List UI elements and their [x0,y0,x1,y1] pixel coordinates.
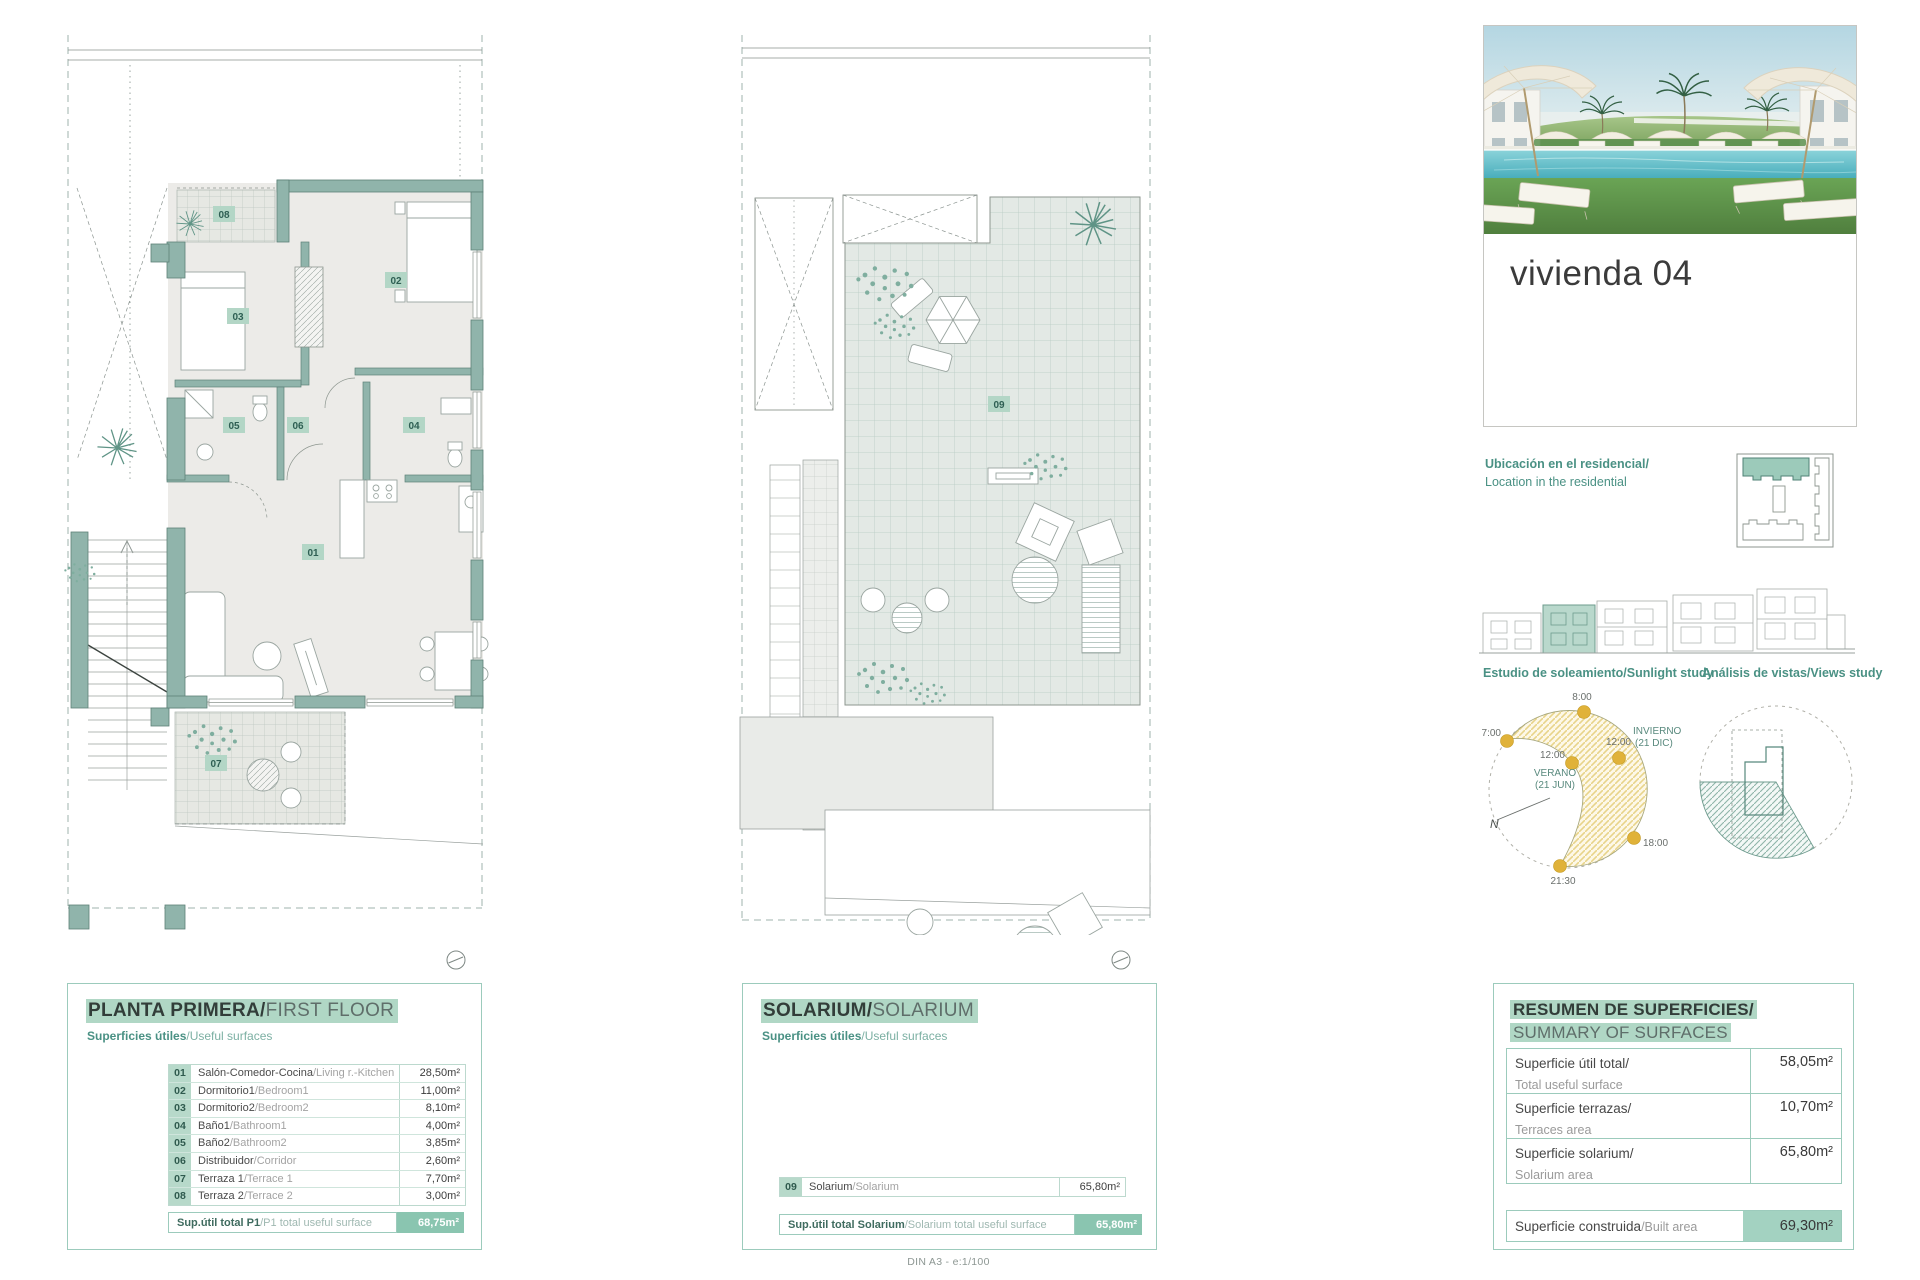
unit-title: vivienda 04 [1510,254,1693,293]
built-area-row: Superficie construida/Built area 69,30m² [1506,1210,1842,1242]
solarium-subtitle: Superficies útiles/Useful surfaces [762,1028,948,1043]
summary-row: Superficie útil total/ Total useful surface 58,05m² [1507,1049,1841,1094]
room-label-01: 01 [307,548,319,559]
winter-label: INVIERNO [1633,726,1682,737]
first-floor-total-value: 68,75m² [397,1212,464,1233]
room-label-04: 04 [408,421,420,432]
table-row: 09 Solarium/Solarium 65,80m² [780,1178,1125,1196]
views-sector [1700,782,1814,858]
orientation-marker-icon [444,948,468,972]
first-floor-title [86,1000,481,1022]
scale-note: DIN A3 - e:1/100 [907,1256,990,1268]
room-label-09: 09 [993,400,1005,411]
table-row: 05 Baño2/Bathroom2 3,85m² [169,1135,465,1153]
solarium-total-value: 65,80m² [1075,1214,1142,1235]
first-floor-room-table [168,1064,466,1206]
first-floor-plan [55,20,490,935]
built-area-value: 69,30m² [1743,1211,1841,1241]
svg-text:(21 JUN): (21 JUN) [1534,780,1576,791]
highlighted-building [1743,458,1809,480]
table-row: 03 Dormitorio2/Bedroom2 8,10m² [169,1100,465,1118]
room-label-05: 05 [228,421,240,432]
solarium-room-table [779,1177,1126,1197]
summer-label: VERANO [1533,768,1577,779]
summary-table-box [1493,983,1854,1250]
summary-row: Superficie terrazas/ Terraces area 10,70m² [1507,1094,1841,1139]
sun-time-2130: 21:30 [1550,876,1576,887]
table-row: 04 Baño1/Bathroom1 4,00m² [169,1118,465,1136]
room-label-03: 03 [232,312,244,323]
room-label-07: 07 [210,759,222,770]
sun-time-12-winter: 12:00 [1605,737,1631,748]
first-floor-table-box [67,983,482,1250]
solarium-title: SOLARIUM/SOLARIUM [761,1000,1156,1022]
sunlight-study-label: Estudio de soleamiento/Sunlight study [1483,666,1714,680]
first-floor-subtitle: Superficies útiles/Useful surfaces [87,1028,273,1043]
north-indicator: N [1490,817,1499,831]
first-floor-total-row: Sup.útil total P1 /P1 total useful surface 68,75m² [168,1212,464,1233]
title-es: PLANTA PRIMERA/ [88,1000,266,1021]
room-label-06: 06 [292,421,304,432]
views-study-diagram [1688,690,1868,880]
sun-time-18: 18:00 [1643,838,1669,849]
views-study-label: Análisis de vistas/Views study [1702,666,1883,680]
sun-time-7: 7:00 [1481,728,1501,739]
room-labels-solarium [988,396,1010,412]
table-row: 01 Salón-Comedor-Cocina/Living r.-Kitchen 28,50m² [169,1065,465,1083]
solarium-table-box [742,983,1157,1250]
table-row: 02 Dormitorio1/Bedroom1 11,00m² [169,1083,465,1101]
summary-row: Superficie solarium/ Solarium area 65,80m² [1507,1139,1841,1183]
solarium-total-row: Sup.útil total Solarium /Solarium total useful surface 65,80m² [779,1214,1142,1235]
highlighted-unit-elevation [1543,605,1595,653]
summary-rows [1506,1048,1842,1184]
residential-render-photo [1484,26,1856,234]
svg-text:(21 DIC): (21 DIC) [1635,738,1673,749]
site-location-map [1735,452,1839,552]
room-label-08: 08 [218,210,230,221]
sun-time-8: 8:00 [1572,692,1592,703]
sun-time-12-summer: 12:00 [1539,750,1565,761]
solarium-plan [730,20,1160,935]
table-row: 08 Terraza 2/Terrace 2 3,00m² [169,1188,465,1205]
summary-title: RESUMEN DE SUPERFICIES/ SUMMARY OF SURFACES [1510,999,1853,1045]
sunlight-study-diagram [1477,688,1687,900]
table-row: 06 Distribuidor/Corridor 2,60m² [169,1153,465,1171]
title-en: FIRST FLOOR [265,1000,395,1021]
location-label: Ubicación en el residencial/ Location in the residential [1485,457,1649,490]
room-label-02: 02 [390,276,402,287]
unit-card [1483,25,1857,427]
orientation-marker-icon [1109,948,1133,972]
table-row: 07 Terraza 1/Terrace 1 7,70m² [169,1171,465,1189]
residential-elevation [1477,575,1859,663]
